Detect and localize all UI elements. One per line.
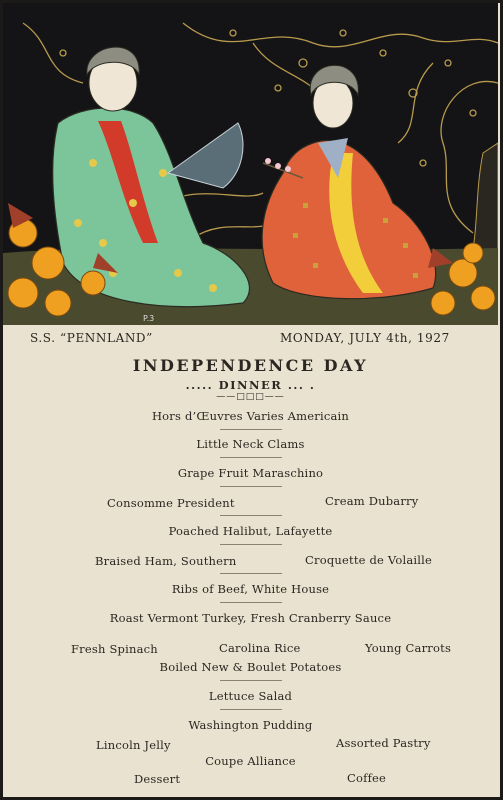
menu-item-turkey: Roast Vermont Turkey, Fresh Cranberry Sauce bbox=[109, 611, 392, 625]
menu-item-clams: Little Neck Clams bbox=[196, 437, 305, 451]
divider bbox=[220, 429, 282, 430]
divider bbox=[220, 544, 282, 545]
menu-item-hors: Hors d’Œuvres Varies Americain bbox=[151, 409, 350, 423]
menu-item-ham: Braised Ham, Southern bbox=[95, 554, 237, 568]
menu-text bbox=[3, 325, 498, 797]
geisha-illustration bbox=[3, 3, 498, 325]
divider bbox=[220, 573, 282, 574]
ship-name: S.S. “PENNLAND” bbox=[30, 331, 153, 345]
menu-item-coupe: Coupe Alliance bbox=[205, 754, 296, 768]
page-title: INDEPENDENCE DAY bbox=[132, 356, 369, 375]
menu-item-jelly: Lincoln Jelly bbox=[96, 738, 171, 752]
menu-item-ribs: Ribs of Beef, White House bbox=[171, 582, 330, 596]
divider bbox=[220, 680, 282, 681]
menu-item-pastry: Assorted Pastry bbox=[336, 736, 431, 750]
divider bbox=[220, 457, 282, 458]
menu-date: MONDAY, JULY 4th, 1927 bbox=[280, 331, 450, 345]
menu-item-spinach: Fresh Spinach bbox=[71, 642, 158, 656]
divider bbox=[220, 486, 282, 487]
menu-item-salad: Lettuce Salad bbox=[208, 689, 293, 703]
menu-item-halibut: Poached Halibut, Lafayette bbox=[168, 524, 333, 538]
menu-item-croquette: Croquette de Volaille bbox=[305, 553, 433, 567]
menu-item-rice: Carolina Rice bbox=[219, 641, 301, 655]
menu-item-pudding: Washington Pudding bbox=[188, 718, 313, 732]
dinner-heading: ..... DINNER ... . bbox=[185, 378, 316, 392]
divider bbox=[220, 602, 282, 603]
menu-item-carrots: Young Carrots bbox=[365, 641, 452, 655]
menu-item-cream: Cream Dubarry bbox=[325, 494, 419, 508]
menu-item-coffee: Coffee bbox=[347, 771, 387, 785]
menu-item-consomme: Consomme President bbox=[107, 496, 235, 510]
divider bbox=[220, 515, 282, 516]
ornament: ——□□□—— bbox=[216, 392, 285, 402]
artist-signature: P.3 bbox=[143, 314, 155, 323]
divider bbox=[220, 709, 282, 710]
menu-item-potatoes: Boiled New & Boulet Potatoes bbox=[159, 660, 342, 674]
menu-item-dessert: Dessert bbox=[134, 772, 181, 786]
menu-item-grapefruit: Grape Fruit Maraschino bbox=[177, 466, 324, 480]
illustration bbox=[3, 3, 498, 325]
